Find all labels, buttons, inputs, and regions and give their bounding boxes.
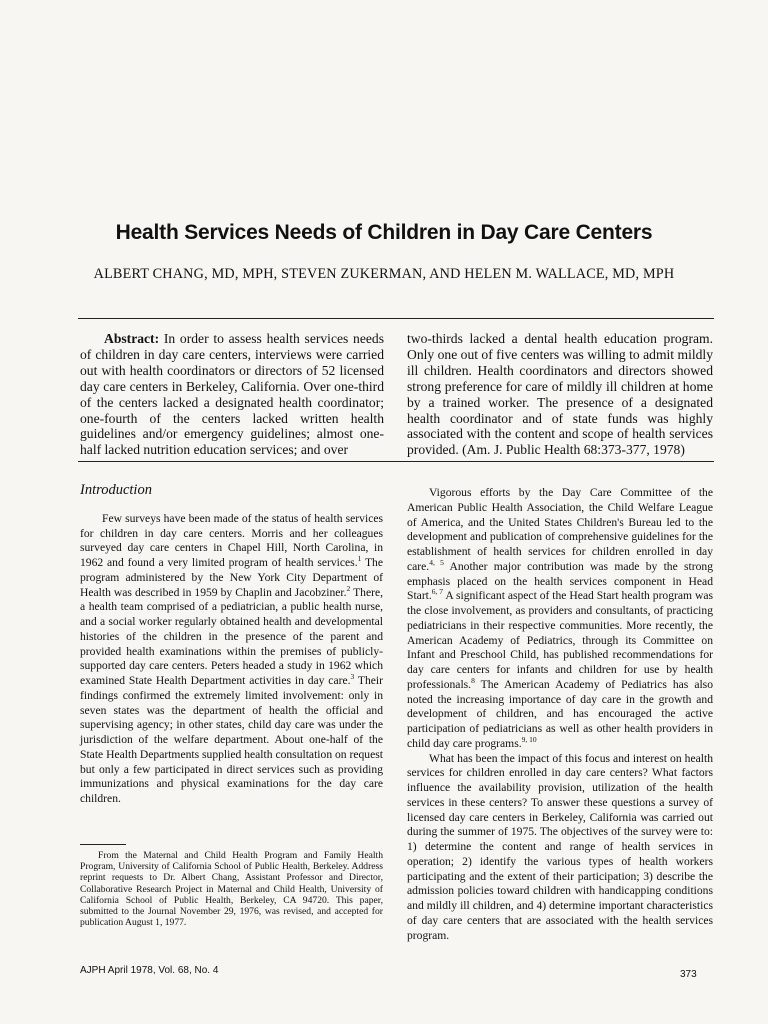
abstract-top-rule [78, 318, 714, 319]
abstract-right-column: two-thirds lacked a dental health education program. Only one out of five centers was willing to admit mildly ill children. Health coordinators and directors showed strong preference for care of mildly ill children at home by a trained worker. The presence of a designated health coordinator and of state funds was highly associated with the content and scope of health services provided. (Am. J. Public Health 68:373-377, 1978) [407, 331, 713, 458]
citation-ref: 2 [346, 583, 351, 593]
body-right-column [407, 486, 713, 943]
abstract-left-column [80, 331, 384, 458]
text-run: Another major contribution was made by the strong emphasis placed on the health services component in Head Start. [407, 559, 714, 603]
body-paragraph [80, 512, 383, 807]
journal-citation: AJPH April 1978, Vol. 68, No. 4 [80, 965, 219, 976]
footnote-rule [80, 844, 126, 845]
body-paragraph: What has been the impact of this focus and interest on health services for children enrolled in day care centers? What factors influence the availability provision, utilization of the health services in these centers? To answer these questions a survey of licensed day care centers in Berkeley, California was carried out during the summer of 1975. The objectives of the survey were to: 1) determine the content and range of health services in operation; 2) identify the various types of health workers participating and the extent of their participation; 3) describe the admission policies toward children with handicapping conditions and mildly ill children, and 4) determine important characteristics of day care centers that are associated with the health services program. [407, 751, 713, 942]
text-run: Their findings confirmed the extremely limited involvement: only in seven states was the department of health the official and supervising agency; in other states, child day care was under the jurisdiction of the welfare department. About one-half of the State Health Departments supplied health consultation on request but only a few participated in direct services such as providing immunizations and physical examinations for the day care children. [80, 674, 383, 805]
text-run: Vigorous efforts by the Day Care Committee of the American Public Health Association, the Child Welfare League of America, and the United States Children's Bureau led to the development and publication of comprehensive guidelines for the establishment of health services for children enrolled in day care. [407, 486, 713, 573]
section-heading-introduction: Introduction [80, 482, 152, 498]
author-list: ALBERT CHANG, MD, MPH, STEVEN ZUKERMAN, AND HELEN M. WALLACE, MD, MPH [93, 266, 675, 282]
citation-ref: 9, 10 [521, 734, 537, 744]
text-run: The program administered by the New York City Department of Health was described in 1959 by Chaplin and Jacobziner. [80, 556, 383, 599]
text-run: A significant aspect of the Head Start health program was the close involvement, as providers and consultants, of practicing pediatricians in their respective communities. More recently, the American Academy of Pediatrics, through its Committee on Infant and Preschool Child, has published recommendations for day care centers for infants and children for use by health professionals. [407, 589, 713, 691]
body-left-column [80, 483, 383, 807]
abstract-text-left: In order to assess health services needs of children in day care centers, interviews were carried out with health coordinators or directors of 52 licensed day care centers in Berkeley, California. Over one-third of the centers lacked a designated health coordinator; one-fourth of the centers lacked written health guidelines and/or emergency guidelines; almost one-half lacked nutrition education services; and over [80, 331, 384, 458]
body-paragraph [407, 486, 713, 752]
text-run: There, a health team comprised of a pediatrician, a public health nurse, and a social worker regularly obtained health and developmental histories of the children in the presence of the parent and provided health examinations within the premises of publicly-supported day care centers. Peters headed a study in 1962 which examined State Health Department activities in day care. [80, 585, 383, 687]
citation-ref: 6, 7 [431, 587, 444, 597]
citation-ref: 1 [357, 554, 362, 564]
author-affiliation-footnote: From the Maternal and Child Health Program and Family Health Program, University of California School of Public Health, Berkeley. Address reprint requests to Dr. Albert Chang, Assistant Professor and Director, Collaborative Research Project in Maternal and Child Health, University of California School of Public Health, Berkeley, CA 94720. This paper, submitted to the Journal November 29, 1976, was revised, and accepted for publication August 1, 1977. [80, 850, 383, 929]
text-run: The American Academy of Pediatrics has also noted the increasing importance of day care in the growth and development of children, and has encouraged the active participation of pediatricians as well as other health providers in child day care programs. [407, 677, 713, 750]
citation-ref: 8 [471, 675, 475, 685]
citation-ref: 3 [350, 672, 355, 682]
page-number: 373 [680, 969, 697, 980]
citation-ref: 4, 5 [429, 557, 444, 567]
text-run: Few surveys have been made of the status of health services for children in day care centers. Morris and her colleagues surveyed day care centers in Chapel Hill, North Carolina, in 1962 and found a very limited program of health services. [80, 511, 383, 569]
article-title: Health Services Needs of Children in Day Care Centers [115, 221, 653, 244]
abstract-label: Abstract: [104, 331, 160, 346]
abstract-bottom-rule [78, 461, 714, 462]
